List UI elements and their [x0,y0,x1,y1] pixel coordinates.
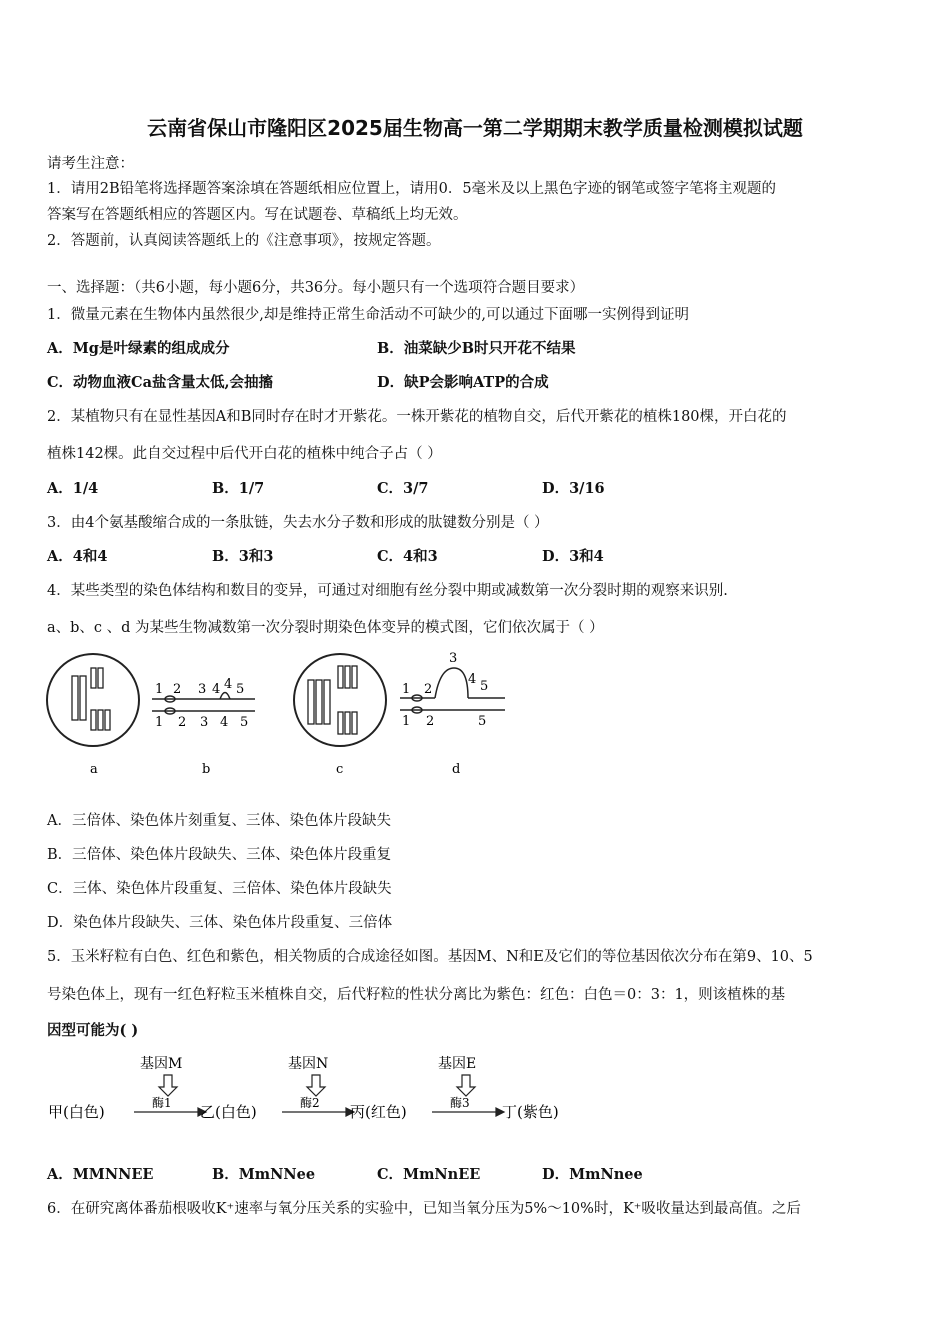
diagram-b-labels [155,677,248,730]
q2-option-b: B．1/7 [212,480,265,497]
q2-stem-b: 植株142棵。此自交过程中后代开白花的植株中纯合子占（ ） [47,446,442,462]
b-top-4-dup: 4 [224,677,233,692]
q2-stem-a: 2．某植物只有在显性基因A和B同时存在时才开紫花。一株开紫花的植物自交，后代开紫花的植株180棵，开白花的 [47,409,787,425]
gene-e-label: 基因E [438,1056,477,1072]
q5-option-b: B．MmNNee [212,1166,316,1183]
q1-stem: 1．微量元素在生物体内虽然很少,却是维持正常生命活动不可缺少的,可以通过下面哪一实例得到证明 [47,307,689,323]
pathway-figure [40,1050,600,1130]
substance-ding: 丁(紫色) [502,1103,559,1121]
b-bottom-1: 1 [155,715,164,730]
enzyme-2: 酶2 [300,1096,320,1110]
d-top-1: 1 [402,682,411,697]
q4-stem-b: a、b、c 、d 为某些生物减数第一次分裂时期染色体变异的模式图，它们依次属于（ ） [47,620,604,636]
q2-option-a: A．1/4 [47,480,99,497]
d-top-4: 4 [468,672,477,687]
q4-option-d: D．染色体片段缺失、三体、染色体片段重复、三倍体 [47,915,393,931]
notice-heading: 请考生注意： [47,156,134,172]
notice-item-1b: 答案写在答题纸相应的答题区内。写在试题卷、草稿纸上均无效。 [47,207,468,223]
b-bottom-3: 3 [200,715,209,730]
q3-option-c: C．4和3 [377,548,438,565]
figure-label-a: a [90,762,98,777]
q2-option-c: C．3/7 [377,480,429,497]
b-bottom-2: 2 [178,715,187,730]
substance-bing: 丙(红色) [350,1103,407,1121]
down-arrow-icon [159,1075,177,1096]
q4-option-a: A．三倍体、染色体片刻重复、三体、染色体片段缺失 [47,813,391,829]
b-top-1: 1 [155,682,164,697]
q3-option-d: D．3和4 [542,548,604,565]
b-top-5: 5 [236,682,245,697]
down-arrow-icon [457,1075,475,1096]
cell-c [294,654,386,746]
q2-option-d: D．3/16 [542,480,605,497]
q5-option-a: A．MMNNEE [47,1166,154,1183]
d-top-2: 2 [424,682,433,697]
diagram-d [400,668,505,713]
q4-option-b: B．三倍体、染色体片段缺失、三体、染色体片段重复 [47,847,392,863]
pathway-genes [140,1055,476,1072]
enzyme-3: 酶3 [450,1096,470,1110]
q1-option-a: A．Mg是叶绿素的组成成分 [47,340,230,357]
b-top-4: 4 [212,682,221,697]
q5-option-d: D．MmNnee [542,1166,643,1183]
substance-yi: 乙(白色) [200,1103,257,1121]
q5-stem-a: 5．玉米籽粒有白色、红色和紫色，相关物质的合成途径如图。基因M、N和E及它们的等位基因依次分布在第9、10、5 [47,949,813,965]
q5-option-c: C．MmNnEE [377,1166,481,1183]
page-title: 云南省保山市隆阳区2025届生物高一第二学期期末教学质量检测模拟试题 [147,116,803,140]
q5-stem-b: 号染色体上，现有一红色籽粒玉米植株自交，后代籽粒的性状分离比为紫色：红色：白色＝0：3：1，则该植株的基 [47,987,786,1003]
d-bottom-1: 1 [402,714,411,729]
gene-n-label: 基因N [288,1056,329,1072]
b-top-3: 3 [198,682,207,697]
q1-option-b: B．油菜缺少B时只开花不结果 [377,340,576,357]
down-arrows [159,1075,475,1096]
q1-option-d: D．缺P会影响ATP的合成 [377,374,549,391]
down-arrow-icon [307,1075,325,1096]
figure-label-d: d [452,762,461,777]
q1-option-c: C．动物血液Ca盐含量太低,会抽搐 [47,374,274,391]
diagram-d-labels [402,651,488,729]
q4-stem-a: 4．某些类型的染色体结构和数目的变异，可通过对细胞有丝分裂中期或减数第一次分裂时期的观察来识别. [47,583,728,599]
d-top-5: 5 [480,679,489,694]
figure-label-c: c [336,762,344,777]
q4-option-c: C．三体、染色体片段重复、三倍体、染色体片段缺失 [47,881,392,897]
b-bottom-5: 5 [240,715,249,730]
b-top-2: 2 [173,682,182,697]
d-top-3: 3 [449,651,458,666]
notice-item-1a: 1．请用2B铅笔将选择题答案涂填在答题纸相应位置上，请用0．5毫米及以上黑色字迹的钢笔或签字笔将主观题的 [47,181,777,197]
cell-a [47,654,139,746]
substance-jia: 甲(白色) [48,1103,105,1121]
section-header: 一、选择题：（共6小题，每小题6分，共36分。每小题只有一个选项符合题目要求） [47,280,585,296]
figure-label-b: b [202,762,211,777]
b-bottom-4: 4 [220,715,229,730]
q3-option-b: B．3和3 [212,548,274,565]
enzyme-1: 酶1 [152,1096,172,1110]
q3-option-a: A．4和4 [47,548,108,565]
d-bottom-2: 2 [426,714,435,729]
d-bottom-5: 5 [478,714,487,729]
gene-m-label: 基因M [140,1056,183,1072]
q5-stem-c: 因型可能为( ) [47,1022,139,1039]
notice-item-2: 2．答题前，认真阅读答题纸上的《注意事项》，按规定答题。 [47,233,441,249]
q6-stem: 6．在研究离体番茄根吸收K⁺速率与氧分压关系的实验中，已知当氧分压为5%～10%时，K⁺吸收量达到最高值。之后 [47,1201,801,1217]
chromosome-variation-figure [40,648,520,778]
q3-stem: 3．由4个氨基酸缩合成的一条肽链，失去水分子数和形成的肽键数分别是（ ） [47,515,549,531]
